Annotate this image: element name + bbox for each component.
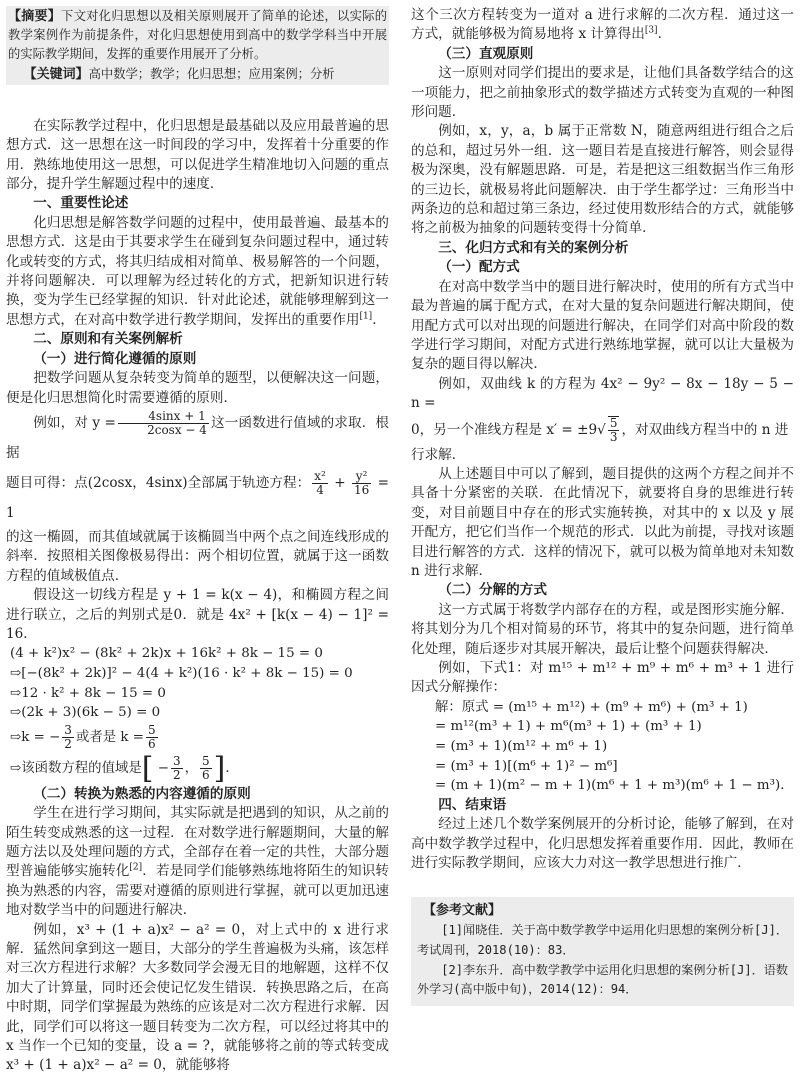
equation-line: ⇨[−(8k² + 2k)]² − 4(4 + k²)(16 · k² + 8k − 15) = 0 bbox=[10, 665, 353, 681]
paragraph: 例如，x³ + (1 + a)x² − a² = 0，对上式中的 x 进行求解．猛然间拿到这一题目，大部分的学生普遍极为头痛，该怎样对三次方程进行求解？大多数同学会漫无目的地解题，这样不仅加大了计算量，同时还会使记忆发生错误．转换思路之后，在高中时期，同学们掌握最为熟练的应该是对二次方程进行求解．因此，同学们可以将这一题目转变为二次方程，可以经过将其中的 x 当作一个已知的变量，设 a = ?，就能够将之前的等式转变成 x³ + (1 + a)x² − a² = 0，就能够将 bbox=[6, 921, 389, 1074]
equation-line: = m¹²(m³ + 1) + m⁶(m³ + 1) + (m³ + 1) bbox=[435, 719, 702, 735]
paragraph: 例如，下式1：对 m¹⁵ + m¹² + m⁹ + m⁶ + m³ + 1 进行因式分解操作： bbox=[411, 660, 794, 696]
abstract-text: 下文对化归思想以及相关原则展开了简单的论述，以实际的教学案例作为前提条件，对化归思想使用到高中的数学学科当中开展的实际教学期间，发挥的重要作用展开了分析。 bbox=[8, 9, 387, 62]
paragraph: 化归思想是解答数学问题的过程中，使用最普遍、最基本的思想方式．这是由于其要求学生在碰到复杂问题过程中，通过转化或转变的方式，将其归结成相对简单、极易解答的一个问题，并将问题解决．可以理解为经过转化的方式，把新知识进行转换，变为学生已经掌握的知识．针对此论述，就能够理解到这一思想方式，在对高中数学进行教学期间，发挥出的重要作用[1]． bbox=[6, 214, 389, 328]
citation-ref: [3] bbox=[644, 25, 658, 36]
paragraph: 从上述题目中可以了解到，题目提供的这两个方程之间并不具备十分紧密的关联．在此情况下，就要将自身的思维进行转变，对目前题目中存在的形式实施转换，对其中的 x 以及 y 展开配方，把它们当作一个规范的形式．以此为前提，寻找对该题目进行解答的方式．这样的情况下，就可以极为简单地对未知数 n 进行求解． bbox=[411, 465, 794, 579]
fraction: $\frac{5}{3}$ bbox=[609, 416, 618, 445]
citation-ref: [1] bbox=[359, 311, 373, 322]
fraction: $\frac{3}{2}$ bbox=[172, 753, 181, 782]
paragraph: 这一方式属于将数学内部存在的方程，或是图形实施分解．将其划分为几个相对简易的环节，将其中的复杂问题，进行简单化处理，随后逐步对其展开解决，最后让整个问题获得解决． bbox=[411, 601, 794, 657]
subsection-heading: （二）转换为熟悉的内容遵循的原则 bbox=[33, 785, 251, 802]
equation-line: = (m + 1)(m² − m + 1)(m⁶ + 1 + m³)(m⁶ + 1 − m³)． bbox=[435, 778, 794, 794]
paragraph: 行求解． bbox=[411, 446, 466, 463]
references-block bbox=[411, 897, 794, 1005]
equation-line: = (m³ + 1)[(m⁶ + 1)² − m⁶] bbox=[435, 758, 618, 774]
section-heading-3: 三、化归方式和有关的案例分析 bbox=[438, 239, 629, 256]
paragraph: 这一原则对同学们提出的要求是，让他们具备数学结合的这一项能力，把之前抽象形式的数学描述方式转变为直观的一种图形问题． bbox=[411, 65, 794, 121]
paragraph: 在对高中数学当中的题目进行解决时，使用的所有方式当中最为普遍的属于配方式，在对大量的复杂问题进行解决期间，使用配方式可以对出现的问题进行解决，在同学们对高中阶段的数学进行学习期间，对配方式进行熟练地掌握，就可以让大量极为复杂的题目得以解决． bbox=[411, 278, 794, 373]
equation-line: ⇨k = − $\frac{3}{2}$ 或者是 k = $\frac{5}{6}$ bbox=[10, 722, 156, 751]
abstract bbox=[8, 7, 387, 65]
fraction: $\frac{5}{6}$ bbox=[201, 753, 210, 782]
reference-item: [2]李东升．高中数学教学中运用化归思想的案例分析[J]．语数外学习(高中版中旬)，2014(12)：94． bbox=[417, 962, 788, 997]
paragraph: 的这一椭圆，而其值域就属于该椭圆当中两个点之间连线形成的斜率．按照相关图像极易得出：两个相切位置，就属于这一函数方程的值域极值点． bbox=[6, 528, 389, 584]
keywords bbox=[8, 65, 387, 84]
fraction: $\frac{4\sin x + 1}{2\cos x - 4}$ bbox=[118, 410, 209, 437]
subsection-heading: （一）进行简化遵循的原则 bbox=[33, 350, 197, 367]
fraction: $\frac{5}{6}$ bbox=[147, 722, 156, 751]
section-heading-4: 四、结束语 bbox=[438, 796, 507, 813]
keywords-label: 【关键词】 bbox=[23, 66, 89, 82]
subsection-heading: （一）配方式 bbox=[438, 259, 520, 276]
reference-item: [1]闻晓佳．关于高中数学教学中运用化归思想的案例分析[J]．考试周刊，2018(10)：83． bbox=[417, 923, 788, 957]
equation-line: (4 + k²)x² − (8k² + 2k)x + 16k² + 8k − 15 = 0 bbox=[10, 646, 323, 662]
left-column bbox=[6, 6, 389, 1076]
references-title: 【参考文献】 bbox=[423, 903, 502, 919]
paragraph: 这个三次方程转变为一道对 a 进行求解的二次方程．通过这一方式，就能够极为简易地将 x 计算得出[3]． bbox=[411, 7, 794, 43]
section-heading-2: 二、原则和有关案例解析 bbox=[33, 331, 183, 348]
equation-line: ⇨(2k + 3)(6k − 5) = 0 bbox=[10, 705, 161, 721]
sqrt-symbol: √ bbox=[597, 421, 606, 438]
paragraph: 例如，x，y，a，b 属于正常数 N，随意两组进行组合之后的总和，超过另外一组．这一题目若是直接进行解答，则会显得极为深奥，没有解题思路．可是，若是把这三组数据当作三角形的三边长，就极易将此问题解决．由于学生都学过：三角形当中两条边的总和超过第三条边，经过使用数形结合的方式，就能够将之前极为抽象的问题转变得十分简单． bbox=[411, 123, 794, 237]
right-column bbox=[411, 6, 794, 1006]
paragraph-math: 例如，对 y = $\frac{4\sin x + 1}{2\cos x - 4}$ 这一函数进行值域的求取．根据 bbox=[6, 408, 389, 461]
fraction: $\frac{\text{y²}}{16}$ bbox=[353, 468, 370, 497]
keywords-text: 高中数学；教学；化归思想；应用案例；分析 bbox=[88, 66, 335, 81]
paragraph: 把数学问题从复杂转变为简单的题型，以便解决这一问题，便是化归思想简化时需要遵循的原则． bbox=[6, 370, 389, 406]
paragraph: 例如，双曲线 k 的方程为 4x² − 9y² − 8x − 18y − 5 − n = bbox=[411, 375, 794, 412]
abstract-label: 【摘要】 bbox=[8, 9, 62, 24]
abstract-block bbox=[6, 6, 389, 85]
equation-line: ⇨12 · k² + 8k − 15 = 0 bbox=[10, 685, 166, 701]
paragraph-math: 题目可得：点(2cosx，4sinx)全部属于轨迹方程： $\frac{\text{x²}}{4}$ + $\frac{\text{y²}}{16}$ = 1 bbox=[6, 468, 389, 521]
subsection-heading: （二）分解的方式 bbox=[438, 582, 547, 599]
intro-paragraph: 在实际教学过程中，化归思想是最基础以及应用最普遍的思想方式．这一思想在这一时间段的学习中，发挥着十分重要的作用．熟练地使用这一思想，可以促进学生精准地切入问题的重点部分，提升学生解题过程中的速度． bbox=[6, 117, 389, 193]
equation-line: 解：原式 = (m¹⁵ + m¹²) + (m⁹ + m⁶) + (m³ + 1) bbox=[435, 699, 748, 715]
fraction: $\frac{3}{2}$ bbox=[64, 722, 72, 751]
subsection-heading: （三）直观原则 bbox=[438, 45, 534, 62]
equation-line: ⇨该函数方程的值域是[ − $\frac{3}{2}$ ， $\frac{5}{6}$ ]． bbox=[10, 750, 239, 786]
fraction: $\frac{\text{x²}}{4}$ bbox=[314, 468, 326, 497]
paragraph: 学生在进行学习期间，其实际就是把遇到的知识，从之前的陌生转变成熟悉的这一过程．在对数学进行解题期间，大量的解题方法以及处理问题的方式，全部存在着一定的共性，大部分题型普遍能够实施转化[2]．若是同学们能够熟练地将陌生的知识转换为熟悉的内容，需要对遵循的原则进行掌握，就可以更加迅速地对数学当中的问题进行解决． bbox=[6, 805, 390, 919]
equation-line: = (m³ + 1)(m¹² + m⁶ + 1) bbox=[435, 739, 608, 754]
paragraph: 假设这一切线方程是 y + 1 = k(x − 4)，和椭圆方程之间进行联立，之后的判别式是0．就是 4x² + [k(x − 4) − 1]² = 16． bbox=[6, 587, 389, 642]
section-heading-1: 一、重要性论述 bbox=[33, 195, 129, 212]
citation-ref: [2] bbox=[129, 862, 143, 873]
paragraph: 经过上述几个数学案例展开的分析讨论，能够了解到，在对高中数学教学过程中，化归思想发挥着重要作用．因此，教师在进行实际教学期间，应该大力对这一教学思想进行推广． bbox=[411, 816, 794, 871]
paragraph-math: 0，另一个准线方程是 x′ = ±9√ $\frac{5}{3}$ ，对双曲线方程当中的 n 进 bbox=[411, 416, 789, 445]
